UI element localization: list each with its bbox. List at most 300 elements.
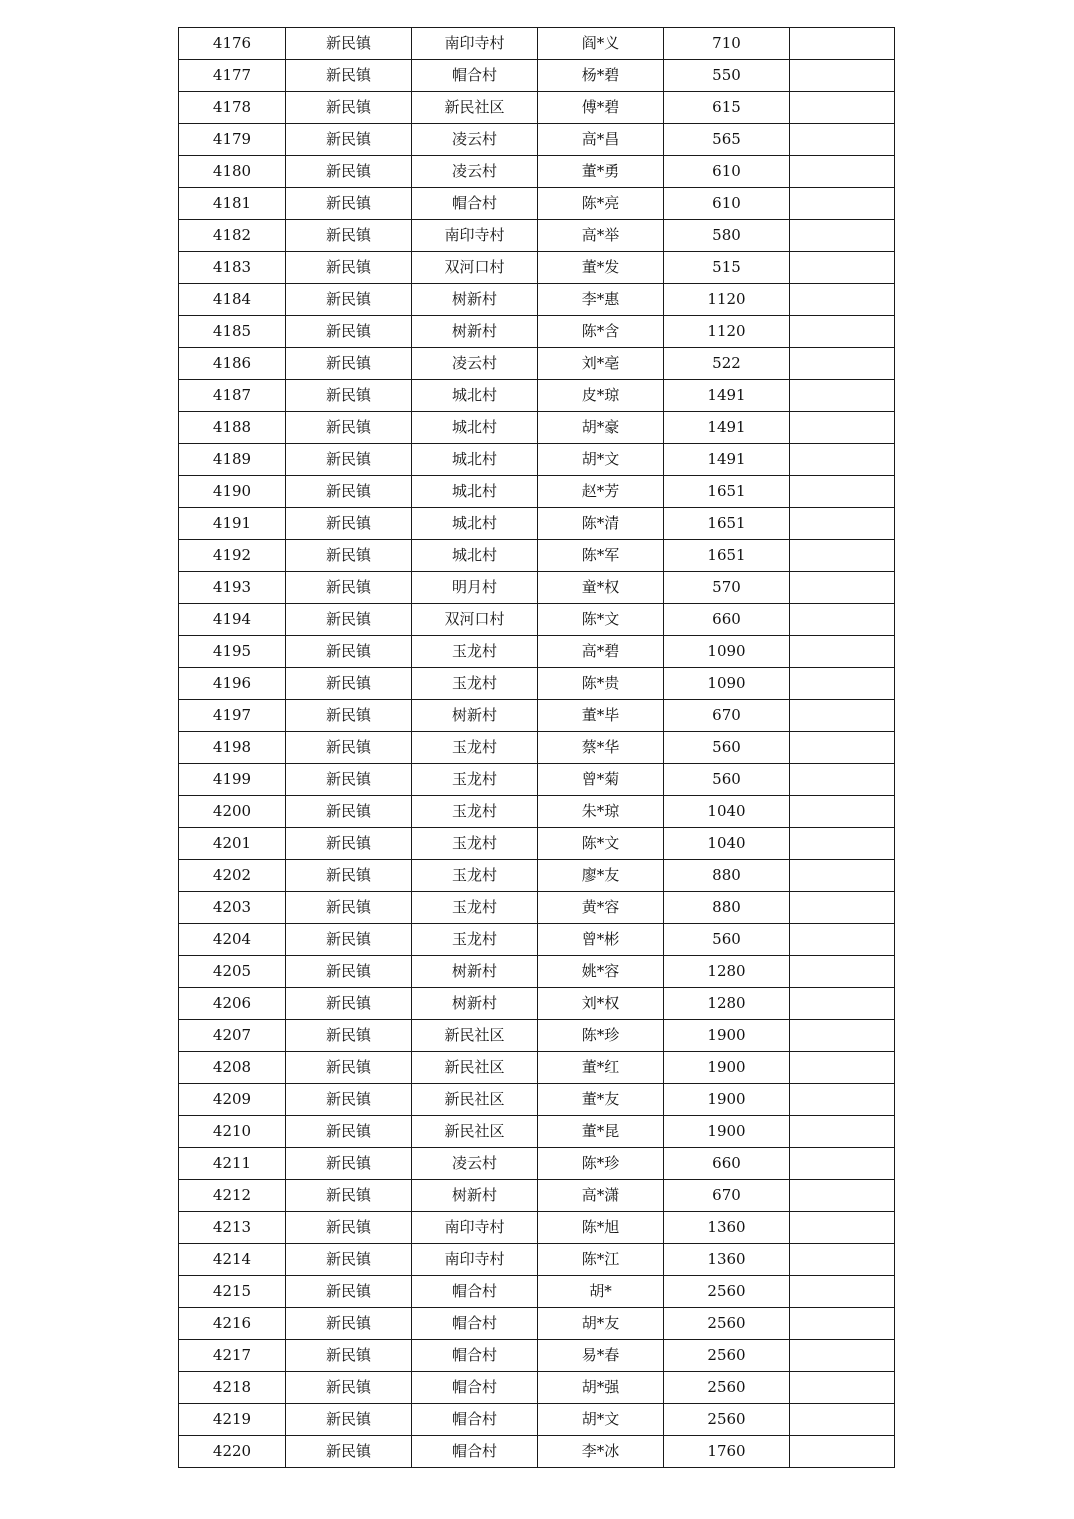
name-cell: 胡*文 bbox=[538, 1404, 664, 1436]
village-cell: 帽合村 bbox=[412, 1404, 538, 1436]
town-cell: 新民镇 bbox=[286, 1052, 412, 1084]
record-id-cell: 4195 bbox=[179, 636, 286, 668]
amount-cell: 1280 bbox=[664, 956, 790, 988]
name-cell: 高*举 bbox=[538, 220, 664, 252]
table-row bbox=[179, 1308, 895, 1340]
record-id-cell: 4212 bbox=[179, 1180, 286, 1212]
note-cell bbox=[790, 828, 895, 860]
table-row bbox=[179, 892, 895, 924]
town-cell: 新民镇 bbox=[286, 892, 412, 924]
note-cell bbox=[790, 604, 895, 636]
note-cell bbox=[790, 444, 895, 476]
town-cell: 新民镇 bbox=[286, 1244, 412, 1276]
name-cell: 杨*碧 bbox=[538, 60, 664, 92]
village-cell: 城北村 bbox=[412, 444, 538, 476]
table-row bbox=[179, 636, 895, 668]
town-cell: 新民镇 bbox=[286, 508, 412, 540]
name-cell: 姚*容 bbox=[538, 956, 664, 988]
table-row bbox=[179, 156, 895, 188]
town-cell: 新民镇 bbox=[286, 124, 412, 156]
village-cell: 南印寺村 bbox=[412, 220, 538, 252]
table-row bbox=[179, 92, 895, 124]
note-cell bbox=[790, 636, 895, 668]
village-cell: 玉龙村 bbox=[412, 892, 538, 924]
table-row bbox=[179, 1340, 895, 1372]
table-row bbox=[179, 764, 895, 796]
village-cell: 玉龙村 bbox=[412, 732, 538, 764]
amount-cell: 1120 bbox=[664, 316, 790, 348]
village-cell: 城北村 bbox=[412, 540, 538, 572]
record-id-cell: 4184 bbox=[179, 284, 286, 316]
amount-cell: 2560 bbox=[664, 1404, 790, 1436]
record-id-cell: 4193 bbox=[179, 572, 286, 604]
amount-cell: 2560 bbox=[664, 1372, 790, 1404]
name-cell: 阎*义 bbox=[538, 28, 664, 60]
amount-cell: 1040 bbox=[664, 796, 790, 828]
amount-cell: 660 bbox=[664, 604, 790, 636]
town-cell: 新民镇 bbox=[286, 604, 412, 636]
note-cell bbox=[790, 1148, 895, 1180]
village-cell: 帽合村 bbox=[412, 1436, 538, 1468]
village-cell: 帽合村 bbox=[412, 1340, 538, 1372]
amount-cell: 1360 bbox=[664, 1244, 790, 1276]
record-id-cell: 4214 bbox=[179, 1244, 286, 1276]
town-cell: 新民镇 bbox=[286, 348, 412, 380]
note-cell bbox=[790, 764, 895, 796]
note-cell bbox=[790, 1212, 895, 1244]
amount-cell: 1120 bbox=[664, 284, 790, 316]
town-cell: 新民镇 bbox=[286, 700, 412, 732]
record-id-cell: 4208 bbox=[179, 1052, 286, 1084]
record-id-cell: 4215 bbox=[179, 1276, 286, 1308]
village-cell: 玉龙村 bbox=[412, 796, 538, 828]
amount-cell: 515 bbox=[664, 252, 790, 284]
town-cell: 新民镇 bbox=[286, 1212, 412, 1244]
table-row bbox=[179, 1052, 895, 1084]
table-row bbox=[179, 924, 895, 956]
note-cell bbox=[790, 1436, 895, 1468]
table-row bbox=[179, 700, 895, 732]
name-cell: 陈*江 bbox=[538, 1244, 664, 1276]
note-cell bbox=[790, 1052, 895, 1084]
village-cell: 帽合村 bbox=[412, 1276, 538, 1308]
name-cell: 刘*权 bbox=[538, 988, 664, 1020]
note-cell bbox=[790, 956, 895, 988]
record-id-cell: 4196 bbox=[179, 668, 286, 700]
name-cell: 陈*清 bbox=[538, 508, 664, 540]
name-cell: 胡* bbox=[538, 1276, 664, 1308]
name-cell: 胡*友 bbox=[538, 1308, 664, 1340]
amount-cell: 610 bbox=[664, 156, 790, 188]
village-cell: 树新村 bbox=[412, 956, 538, 988]
table-row bbox=[179, 1372, 895, 1404]
amount-cell: 1651 bbox=[664, 508, 790, 540]
name-cell: 陈*军 bbox=[538, 540, 664, 572]
town-cell: 新民镇 bbox=[286, 988, 412, 1020]
amount-cell: 560 bbox=[664, 732, 790, 764]
town-cell: 新民镇 bbox=[286, 220, 412, 252]
amount-cell: 1651 bbox=[664, 540, 790, 572]
amount-cell: 670 bbox=[664, 700, 790, 732]
village-cell: 城北村 bbox=[412, 508, 538, 540]
village-cell: 玉龙村 bbox=[412, 764, 538, 796]
name-cell: 陈*贵 bbox=[538, 668, 664, 700]
town-cell: 新民镇 bbox=[286, 1340, 412, 1372]
record-id-cell: 4219 bbox=[179, 1404, 286, 1436]
amount-cell: 1491 bbox=[664, 380, 790, 412]
records-table bbox=[178, 27, 895, 1468]
table-row bbox=[179, 188, 895, 220]
note-cell bbox=[790, 668, 895, 700]
village-cell: 帽合村 bbox=[412, 188, 538, 220]
table-row bbox=[179, 1404, 895, 1436]
record-id-cell: 4218 bbox=[179, 1372, 286, 1404]
amount-cell: 1280 bbox=[664, 988, 790, 1020]
village-cell: 凌云村 bbox=[412, 348, 538, 380]
record-id-cell: 4190 bbox=[179, 476, 286, 508]
amount-cell: 522 bbox=[664, 348, 790, 380]
town-cell: 新民镇 bbox=[286, 284, 412, 316]
town-cell: 新民镇 bbox=[286, 1084, 412, 1116]
amount-cell: 670 bbox=[664, 1180, 790, 1212]
village-cell: 新民社区 bbox=[412, 1116, 538, 1148]
village-cell: 玉龙村 bbox=[412, 924, 538, 956]
record-id-cell: 4217 bbox=[179, 1340, 286, 1372]
records-table-body bbox=[179, 28, 895, 1468]
name-cell: 陈*文 bbox=[538, 828, 664, 860]
town-cell: 新民镇 bbox=[286, 92, 412, 124]
record-id-cell: 4205 bbox=[179, 956, 286, 988]
note-cell bbox=[790, 92, 895, 124]
table-row bbox=[179, 572, 895, 604]
amount-cell: 1760 bbox=[664, 1436, 790, 1468]
amount-cell: 610 bbox=[664, 188, 790, 220]
town-cell: 新民镇 bbox=[286, 188, 412, 220]
record-id-cell: 4198 bbox=[179, 732, 286, 764]
table-row bbox=[179, 1276, 895, 1308]
record-id-cell: 4220 bbox=[179, 1436, 286, 1468]
town-cell: 新民镇 bbox=[286, 380, 412, 412]
note-cell bbox=[790, 284, 895, 316]
name-cell: 陈*珍 bbox=[538, 1148, 664, 1180]
note-cell bbox=[790, 1180, 895, 1212]
amount-cell: 580 bbox=[664, 220, 790, 252]
town-cell: 新民镇 bbox=[286, 828, 412, 860]
table-row bbox=[179, 220, 895, 252]
amount-cell: 1900 bbox=[664, 1020, 790, 1052]
note-cell bbox=[790, 860, 895, 892]
name-cell: 童*权 bbox=[538, 572, 664, 604]
table-row bbox=[179, 1084, 895, 1116]
amount-cell: 880 bbox=[664, 860, 790, 892]
village-cell: 凌云村 bbox=[412, 156, 538, 188]
amount-cell: 660 bbox=[664, 1148, 790, 1180]
town-cell: 新民镇 bbox=[286, 1372, 412, 1404]
village-cell: 玉龙村 bbox=[412, 636, 538, 668]
note-cell bbox=[790, 28, 895, 60]
amount-cell: 1900 bbox=[664, 1052, 790, 1084]
record-id-cell: 4185 bbox=[179, 316, 286, 348]
table-row bbox=[179, 1116, 895, 1148]
town-cell: 新民镇 bbox=[286, 860, 412, 892]
name-cell: 董*昆 bbox=[538, 1116, 664, 1148]
town-cell: 新民镇 bbox=[286, 924, 412, 956]
note-cell bbox=[790, 348, 895, 380]
amount-cell: 2560 bbox=[664, 1340, 790, 1372]
village-cell: 帽合村 bbox=[412, 1372, 538, 1404]
amount-cell: 550 bbox=[664, 60, 790, 92]
name-cell: 曾*菊 bbox=[538, 764, 664, 796]
amount-cell: 2560 bbox=[664, 1276, 790, 1308]
amount-cell: 1900 bbox=[664, 1116, 790, 1148]
village-cell: 树新村 bbox=[412, 1180, 538, 1212]
amount-cell: 1040 bbox=[664, 828, 790, 860]
table-row bbox=[179, 604, 895, 636]
name-cell: 刘*亳 bbox=[538, 348, 664, 380]
record-id-cell: 4191 bbox=[179, 508, 286, 540]
village-cell: 南印寺村 bbox=[412, 1244, 538, 1276]
record-id-cell: 4188 bbox=[179, 412, 286, 444]
record-id-cell: 4176 bbox=[179, 28, 286, 60]
note-cell bbox=[790, 316, 895, 348]
record-id-cell: 4183 bbox=[179, 252, 286, 284]
table-row bbox=[179, 732, 895, 764]
town-cell: 新民镇 bbox=[286, 316, 412, 348]
record-id-cell: 4213 bbox=[179, 1212, 286, 1244]
town-cell: 新民镇 bbox=[286, 444, 412, 476]
table-row bbox=[179, 1212, 895, 1244]
village-cell: 玉龙村 bbox=[412, 828, 538, 860]
record-id-cell: 4216 bbox=[179, 1308, 286, 1340]
record-id-cell: 4179 bbox=[179, 124, 286, 156]
town-cell: 新民镇 bbox=[286, 1020, 412, 1052]
name-cell: 陈*文 bbox=[538, 604, 664, 636]
table-row bbox=[179, 860, 895, 892]
note-cell bbox=[790, 1404, 895, 1436]
table-row bbox=[179, 540, 895, 572]
town-cell: 新民镇 bbox=[286, 28, 412, 60]
note-cell bbox=[790, 1340, 895, 1372]
note-cell bbox=[790, 1244, 895, 1276]
name-cell: 傅*碧 bbox=[538, 92, 664, 124]
name-cell: 董*红 bbox=[538, 1052, 664, 1084]
table-row bbox=[179, 1180, 895, 1212]
record-id-cell: 4207 bbox=[179, 1020, 286, 1052]
amount-cell: 1651 bbox=[664, 476, 790, 508]
note-cell bbox=[790, 1084, 895, 1116]
amount-cell: 1491 bbox=[664, 444, 790, 476]
note-cell bbox=[790, 1372, 895, 1404]
town-cell: 新民镇 bbox=[286, 1436, 412, 1468]
table-row bbox=[179, 124, 895, 156]
table-row bbox=[179, 252, 895, 284]
village-cell: 明月村 bbox=[412, 572, 538, 604]
note-cell bbox=[790, 924, 895, 956]
name-cell: 董*友 bbox=[538, 1084, 664, 1116]
table-row bbox=[179, 348, 895, 380]
town-cell: 新民镇 bbox=[286, 540, 412, 572]
town-cell: 新民镇 bbox=[286, 1404, 412, 1436]
town-cell: 新民镇 bbox=[286, 732, 412, 764]
name-cell: 董*勇 bbox=[538, 156, 664, 188]
table-row bbox=[179, 476, 895, 508]
amount-cell: 1491 bbox=[664, 412, 790, 444]
name-cell: 皮*琼 bbox=[538, 380, 664, 412]
amount-cell: 570 bbox=[664, 572, 790, 604]
record-id-cell: 4186 bbox=[179, 348, 286, 380]
note-cell bbox=[790, 1116, 895, 1148]
record-id-cell: 4206 bbox=[179, 988, 286, 1020]
amount-cell: 560 bbox=[664, 764, 790, 796]
town-cell: 新民镇 bbox=[286, 1276, 412, 1308]
name-cell: 蔡*华 bbox=[538, 732, 664, 764]
name-cell: 李*惠 bbox=[538, 284, 664, 316]
table-row bbox=[179, 444, 895, 476]
note-cell bbox=[790, 892, 895, 924]
name-cell: 胡*强 bbox=[538, 1372, 664, 1404]
village-cell: 南印寺村 bbox=[412, 1212, 538, 1244]
name-cell: 董*发 bbox=[538, 252, 664, 284]
village-cell: 凌云村 bbox=[412, 1148, 538, 1180]
note-cell bbox=[790, 1276, 895, 1308]
village-cell: 双河口村 bbox=[412, 604, 538, 636]
note-cell bbox=[790, 412, 895, 444]
amount-cell: 880 bbox=[664, 892, 790, 924]
village-cell: 新民社区 bbox=[412, 92, 538, 124]
record-id-cell: 4210 bbox=[179, 1116, 286, 1148]
table-row bbox=[179, 508, 895, 540]
name-cell: 胡*文 bbox=[538, 444, 664, 476]
amount-cell: 560 bbox=[664, 924, 790, 956]
note-cell bbox=[790, 988, 895, 1020]
town-cell: 新民镇 bbox=[286, 1180, 412, 1212]
note-cell bbox=[790, 380, 895, 412]
amount-cell: 1900 bbox=[664, 1084, 790, 1116]
table-row bbox=[179, 28, 895, 60]
note-cell bbox=[790, 156, 895, 188]
table-row bbox=[179, 60, 895, 92]
table-row bbox=[179, 1020, 895, 1052]
record-id-cell: 4177 bbox=[179, 60, 286, 92]
table-row bbox=[179, 316, 895, 348]
town-cell: 新民镇 bbox=[286, 956, 412, 988]
amount-cell: 2560 bbox=[664, 1308, 790, 1340]
table-row bbox=[179, 796, 895, 828]
name-cell: 易*春 bbox=[538, 1340, 664, 1372]
record-id-cell: 4187 bbox=[179, 380, 286, 412]
name-cell: 李*冰 bbox=[538, 1436, 664, 1468]
record-id-cell: 4199 bbox=[179, 764, 286, 796]
amount-cell: 1090 bbox=[664, 636, 790, 668]
village-cell: 玉龙村 bbox=[412, 668, 538, 700]
record-id-cell: 4204 bbox=[179, 924, 286, 956]
record-id-cell: 4203 bbox=[179, 892, 286, 924]
note-cell bbox=[790, 732, 895, 764]
village-cell: 树新村 bbox=[412, 988, 538, 1020]
name-cell: 朱*琼 bbox=[538, 796, 664, 828]
village-cell: 玉龙村 bbox=[412, 860, 538, 892]
note-cell bbox=[790, 540, 895, 572]
record-id-cell: 4181 bbox=[179, 188, 286, 220]
name-cell: 陈*亮 bbox=[538, 188, 664, 220]
town-cell: 新民镇 bbox=[286, 476, 412, 508]
amount-cell: 615 bbox=[664, 92, 790, 124]
table-row bbox=[179, 284, 895, 316]
amount-cell: 565 bbox=[664, 124, 790, 156]
name-cell: 黄*容 bbox=[538, 892, 664, 924]
note-cell bbox=[790, 508, 895, 540]
name-cell: 陈*珍 bbox=[538, 1020, 664, 1052]
town-cell: 新民镇 bbox=[286, 252, 412, 284]
village-cell: 新民社区 bbox=[412, 1020, 538, 1052]
name-cell: 陈*旭 bbox=[538, 1212, 664, 1244]
village-cell: 南印寺村 bbox=[412, 28, 538, 60]
village-cell: 城北村 bbox=[412, 380, 538, 412]
village-cell: 帽合村 bbox=[412, 1308, 538, 1340]
village-cell: 新民社区 bbox=[412, 1084, 538, 1116]
note-cell bbox=[790, 476, 895, 508]
note-cell bbox=[790, 188, 895, 220]
note-cell bbox=[790, 220, 895, 252]
village-cell: 城北村 bbox=[412, 412, 538, 444]
name-cell: 高*潇 bbox=[538, 1180, 664, 1212]
note-cell bbox=[790, 60, 895, 92]
village-cell: 新民社区 bbox=[412, 1052, 538, 1084]
town-cell: 新民镇 bbox=[286, 1148, 412, 1180]
note-cell bbox=[790, 1020, 895, 1052]
village-cell: 双河口村 bbox=[412, 252, 538, 284]
record-id-cell: 4197 bbox=[179, 700, 286, 732]
note-cell bbox=[790, 572, 895, 604]
table-row bbox=[179, 956, 895, 988]
record-id-cell: 4178 bbox=[179, 92, 286, 124]
name-cell: 高*昌 bbox=[538, 124, 664, 156]
record-id-cell: 4182 bbox=[179, 220, 286, 252]
table-row bbox=[179, 1436, 895, 1468]
village-cell: 树新村 bbox=[412, 700, 538, 732]
table-row bbox=[179, 1148, 895, 1180]
name-cell: 陈*含 bbox=[538, 316, 664, 348]
table-row bbox=[179, 412, 895, 444]
note-cell bbox=[790, 124, 895, 156]
note-cell bbox=[790, 1308, 895, 1340]
record-id-cell: 4202 bbox=[179, 860, 286, 892]
note-cell bbox=[790, 700, 895, 732]
record-id-cell: 4192 bbox=[179, 540, 286, 572]
village-cell: 树新村 bbox=[412, 316, 538, 348]
town-cell: 新民镇 bbox=[286, 1308, 412, 1340]
town-cell: 新民镇 bbox=[286, 60, 412, 92]
town-cell: 新民镇 bbox=[286, 412, 412, 444]
town-cell: 新民镇 bbox=[286, 1116, 412, 1148]
village-cell: 城北村 bbox=[412, 476, 538, 508]
record-id-cell: 4209 bbox=[179, 1084, 286, 1116]
name-cell: 胡*豪 bbox=[538, 412, 664, 444]
table-row bbox=[179, 380, 895, 412]
town-cell: 新民镇 bbox=[286, 668, 412, 700]
note-cell bbox=[790, 252, 895, 284]
name-cell: 曾*彬 bbox=[538, 924, 664, 956]
note-cell bbox=[790, 796, 895, 828]
name-cell: 高*碧 bbox=[538, 636, 664, 668]
table-row bbox=[179, 1244, 895, 1276]
record-id-cell: 4211 bbox=[179, 1148, 286, 1180]
amount-cell: 1090 bbox=[664, 668, 790, 700]
record-id-cell: 4180 bbox=[179, 156, 286, 188]
name-cell: 廖*友 bbox=[538, 860, 664, 892]
village-cell: 凌云村 bbox=[412, 124, 538, 156]
town-cell: 新民镇 bbox=[286, 796, 412, 828]
